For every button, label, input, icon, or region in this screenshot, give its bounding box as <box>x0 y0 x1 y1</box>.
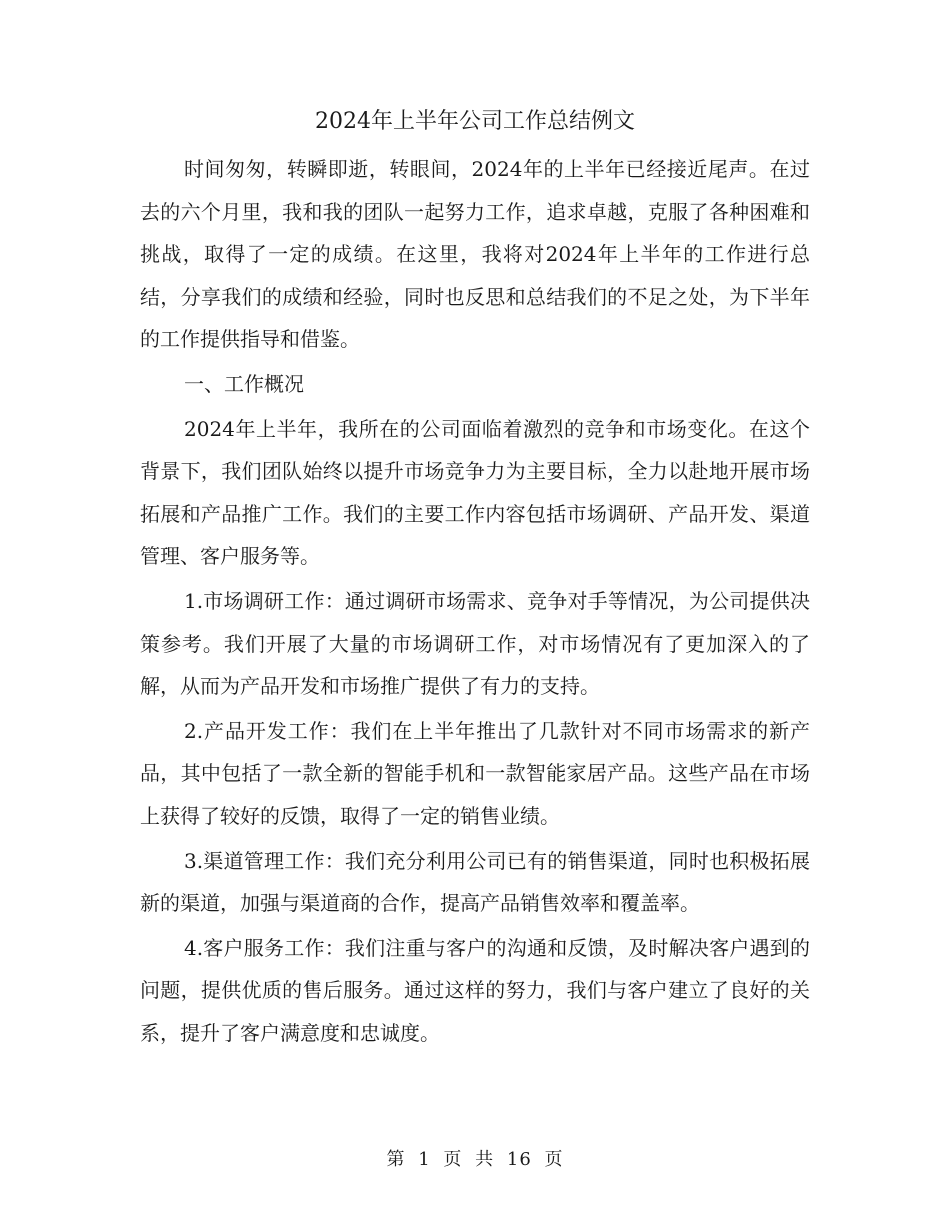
paragraph-channel-management: 3.渠道管理工作：我们充分利用公司已有的销售渠道，同时也积极拓展新的渠道，加强与渠道商的合作，提高产品销售效率和覆盖率。 <box>140 848 810 916</box>
page-label-mid: 页 <box>443 1149 463 1170</box>
page-footer <box>0 1146 950 1174</box>
page-label-prefix: 第 <box>386 1149 406 1170</box>
total-label-suffix: 页 <box>544 1149 564 1170</box>
total-label-prefix: 共 <box>475 1149 495 1170</box>
paragraph-customer-service: 4.客户服务工作：我们注重与客户的沟通和反馈，及时解决客户遇到的问题，提供优质的售后服务。通过这样的努力，我们与客户建立了良好的关系，提升了客户满意度和忠诚度。 <box>140 935 810 1045</box>
total-pages: 16 <box>506 1149 532 1170</box>
paragraph-overview: 2024年上半年，我所在的公司面临着激烈的竞争和市场变化。在这个背景下，我们团队始终以提升市场竞争力为主要目标，全力以赴地开展市场拓展和产品推广工作。我们的主要工作内容包括市场调研、产品开发、渠道管理、客户服务等。 <box>140 416 810 569</box>
section-heading-overview: 一、工作概况 <box>184 371 304 396</box>
paragraph-market-research: 1.市场调研工作：通过调研市场需求、竞争对手等情况，为公司提供决策参考。我们开展了大量的市场调研工作，对市场情况有了更加深入的了解，从而为产品开发和市场推广提供了有力的支持。 <box>140 588 810 699</box>
paragraph-product-development: 2.产品开发工作：我们在上半年推出了几款针对不同市场需求的新产品，其中包括了一款全新的智能手机和一款智能家居产品。这些产品在市场上获得了较好的反馈，取得了一定的销售业绩。 <box>140 718 810 828</box>
paragraph-intro: 时间匆匆，转瞬即逝，转眼间，2024年的上半年已经接近尾声。在过去的六个月里，我和我的团队一起努力工作，追求卓越，克服了各种困难和挑战，取得了一定的成绩。在这里，我将对2024年上半年的工作进行总结，分享我们的成绩和经验，同时也反思和总结我们的不足之处，为下半年的工作提供指导和借鉴。 <box>140 157 810 352</box>
document-title: 2024年上半年公司工作总结例文 <box>315 109 635 134</box>
document-body <box>140 148 810 1056</box>
page-number: 1 <box>418 1149 431 1170</box>
